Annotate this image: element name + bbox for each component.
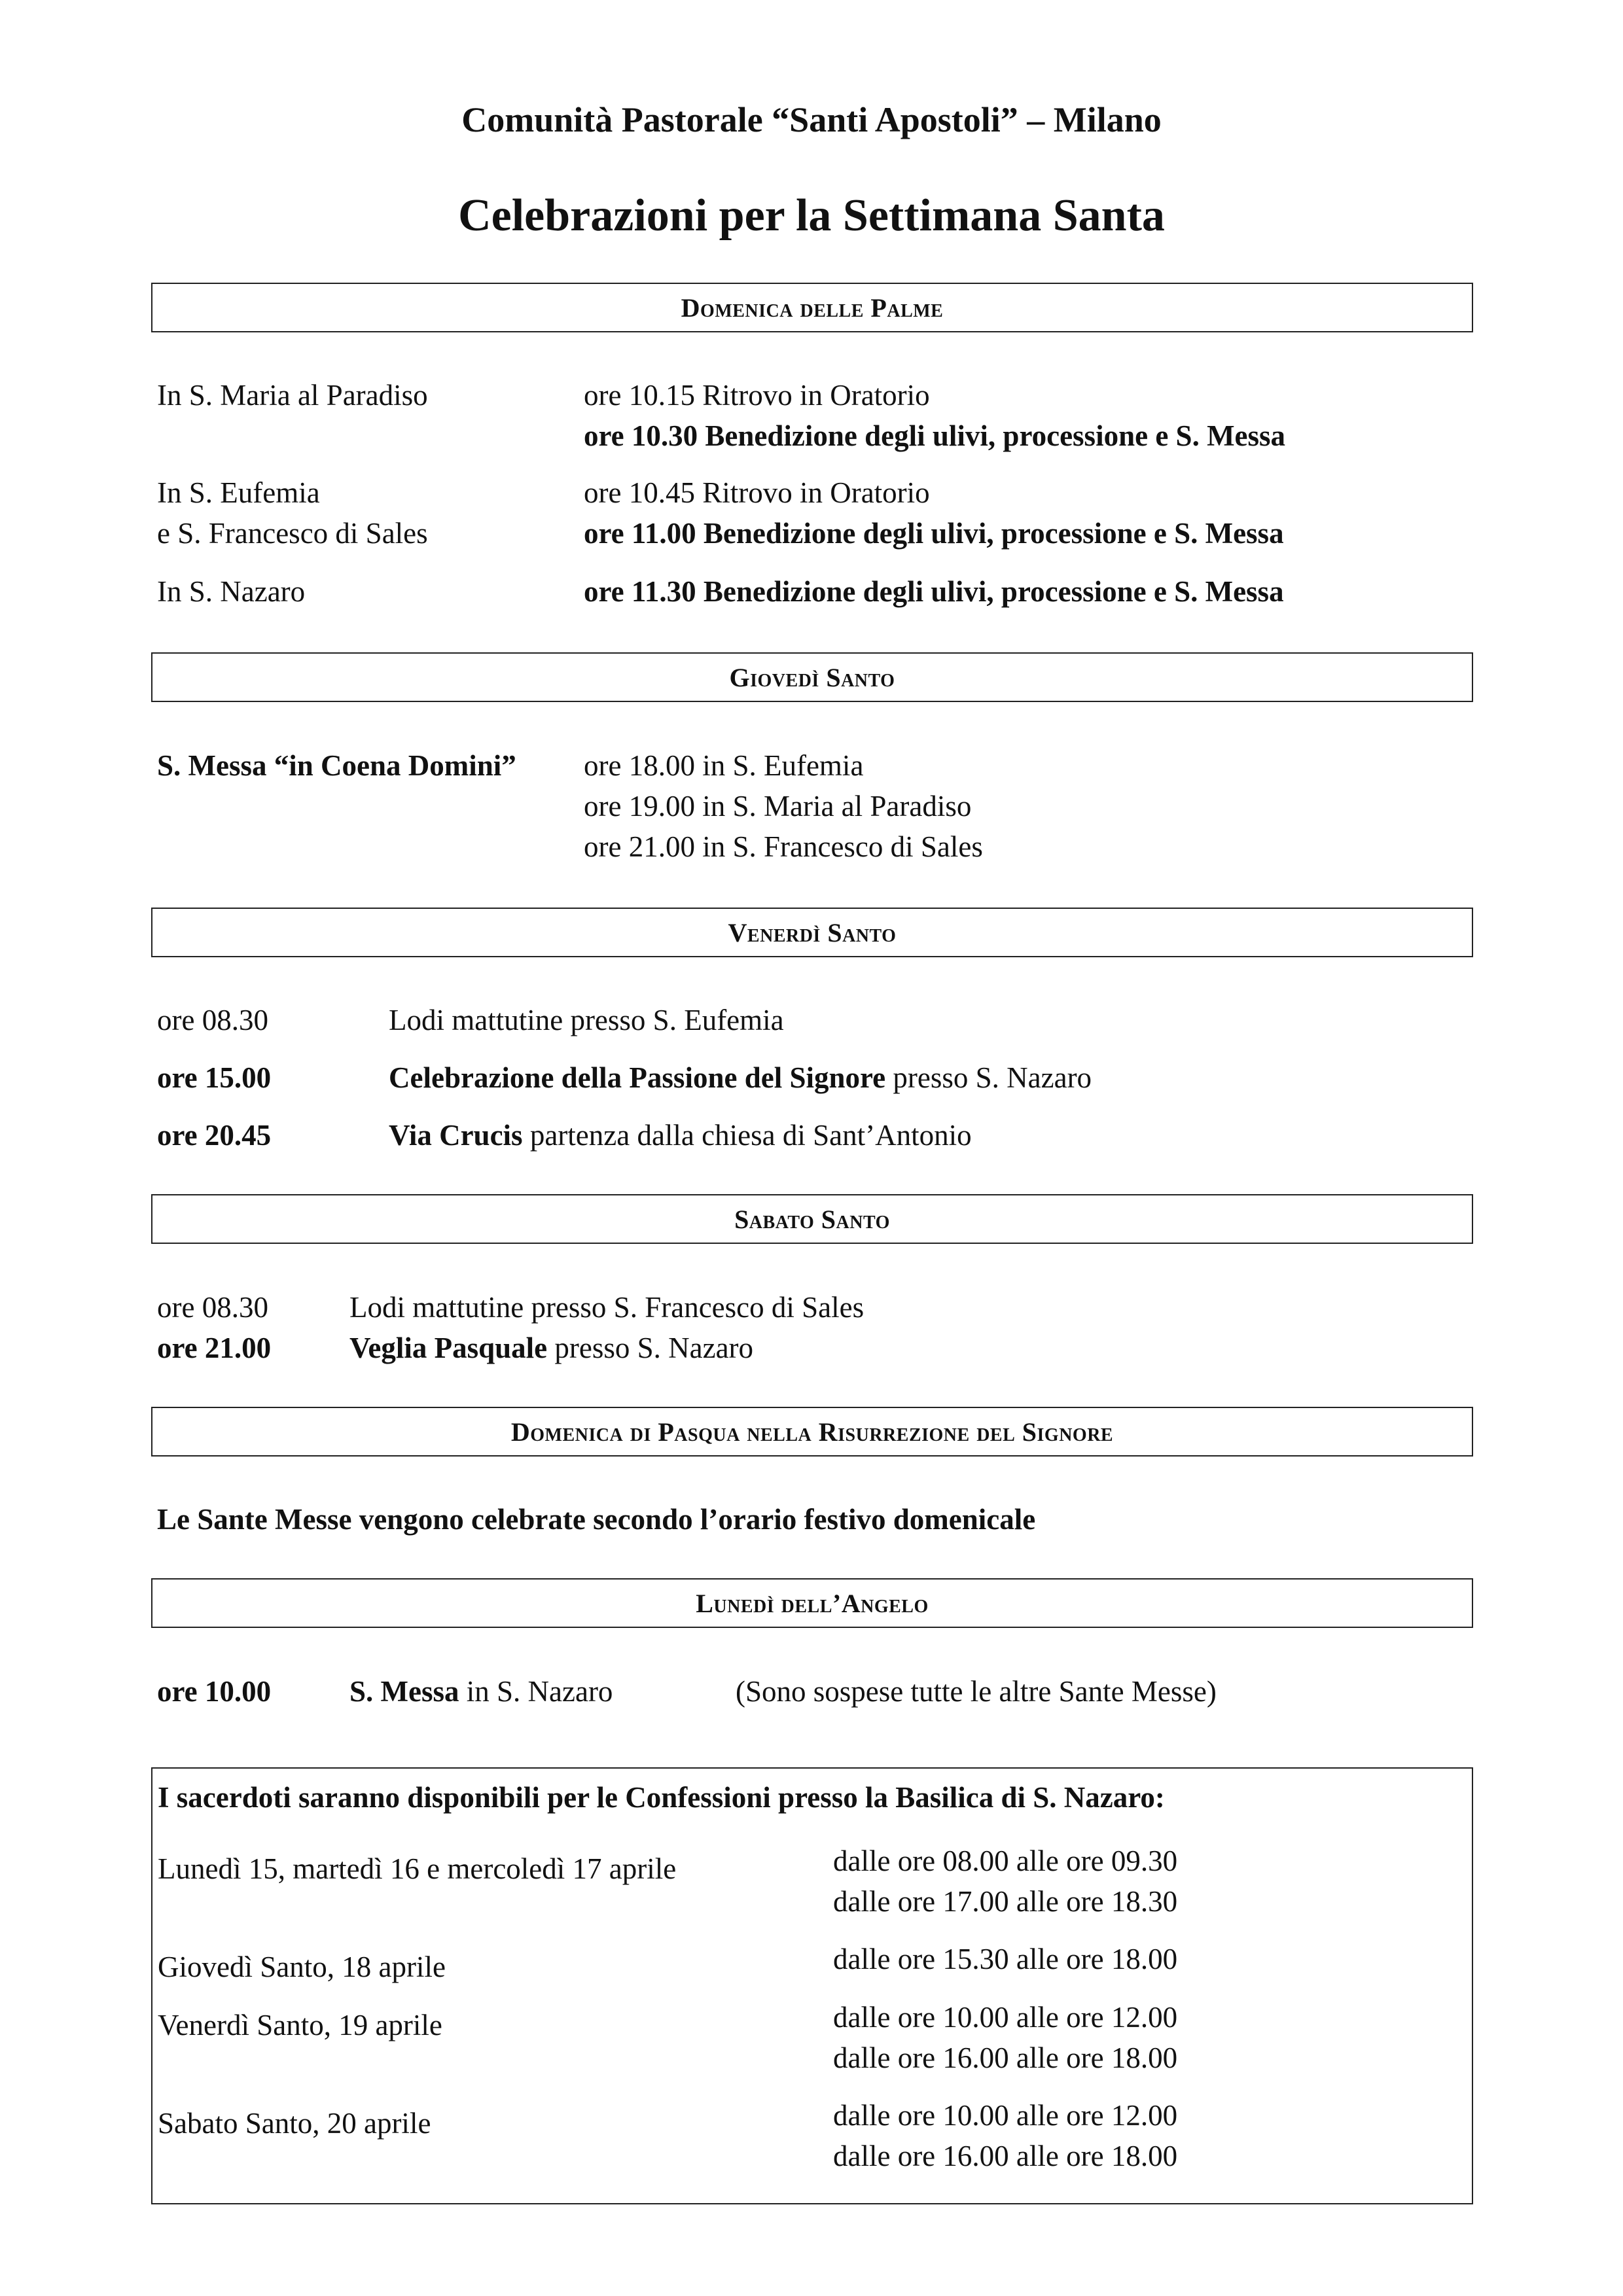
confessions-time-1b: dalle ore 17.00 alle ore 18.30 bbox=[833, 1885, 1178, 1918]
venerdi-time-3: ore 20.45 bbox=[157, 1119, 272, 1152]
page-title: Celebrazioni per la Settimana Santa bbox=[458, 190, 1165, 241]
confessions-time-1 bbox=[833, 1841, 1177, 1922]
pasqua-text: Le Sante Messe vengono celebrate secondo l’orario festivo domenicale bbox=[157, 1503, 1036, 1536]
confessions-time-3a: dalle ore 10.00 alle ore 12.00 bbox=[833, 2001, 1178, 2034]
confessions-time-2 bbox=[833, 1939, 1177, 1979]
venerdi-time-1: ore 08.30 bbox=[157, 1004, 268, 1036]
confessions-label-3: Venerdì Santo, 19 aprile bbox=[158, 2009, 442, 2041]
venerdi-desc-1: Lodi mattutine presso S. Eufemia bbox=[389, 1004, 784, 1036]
confessions-time-3b: dalle ore 16.00 alle ore 18.00 bbox=[833, 2041, 1178, 2074]
confessions-time-3 bbox=[833, 1997, 1177, 2078]
angelo-desc: S. Messa in S. Nazaro bbox=[349, 1675, 613, 1708]
sabato-time-2: ore 21.00 bbox=[157, 1332, 272, 1364]
palme-place-1: In S. Maria al Paradiso bbox=[157, 379, 428, 412]
venerdi-time-2: ore 15.00 bbox=[157, 1061, 272, 1094]
sabato-time-1: ore 08.30 bbox=[157, 1291, 268, 1324]
confessions-title: I sacerdoti saranno disponibili per le Confessioni presso la Basilica di S. Nazaro: bbox=[158, 1781, 1165, 1814]
confessions-label-4: Sabato Santo, 20 aprile bbox=[158, 2107, 431, 2140]
sabato-desc-2: Veglia Pasquale presso S. Nazaro bbox=[349, 1332, 754, 1364]
palme-time-1b: ore 10.30 Benedizione degli ulivi, processione e S. Messa bbox=[584, 419, 1286, 452]
sabato-desc-1: Lodi mattutine presso S. Francesco di Sales bbox=[349, 1291, 865, 1324]
palme-place-2a: In S. Eufemia bbox=[157, 476, 320, 509]
giovedi-label: S. Messa “in Coena Domini” bbox=[157, 749, 516, 782]
section-heading-angelo: Lunedì dell’Angelo bbox=[151, 1578, 1473, 1628]
confessions-time-4a: dalle ore 10.00 alle ore 12.00 bbox=[833, 2099, 1178, 2132]
angelo-time: ore 10.00 bbox=[157, 1675, 272, 1708]
confessions-time-2a: dalle ore 15.30 alle ore 18.00 bbox=[833, 1943, 1178, 1975]
section-heading-giovedi: Giovedì Santo bbox=[151, 652, 1473, 702]
palme-time-1a: ore 10.15 Ritrovo in Oratorio bbox=[584, 379, 930, 412]
section-heading-palme: Domenica delle Palme bbox=[151, 283, 1473, 332]
section-heading-pasqua: Domenica di Pasqua nella Risurrezione del Signore bbox=[151, 1407, 1473, 1457]
angelo-note: (Sono sospese tutte le altre Sante Messe) bbox=[736, 1675, 1217, 1708]
giovedi-time-2: ore 19.00 in S. Maria al Paradiso bbox=[584, 790, 972, 822]
palme-place-3: In S. Nazaro bbox=[157, 575, 306, 608]
confessions-box bbox=[151, 1767, 1473, 2204]
palme-time-2a: ore 10.45 Ritrovo in Oratorio bbox=[584, 476, 930, 509]
palme-place-2b: e S. Francesco di Sales bbox=[157, 517, 428, 550]
confessions-time-4 bbox=[833, 2095, 1177, 2176]
palme-time-2b: ore 11.00 Benedizione degli ulivi, processione e S. Messa bbox=[584, 517, 1284, 550]
giovedi-time-3: ore 21.00 in S. Francesco di Sales bbox=[584, 830, 983, 863]
giovedi-time-1: ore 18.00 in S. Eufemia bbox=[584, 749, 864, 782]
confessions-time-4b: dalle ore 16.00 alle ore 18.00 bbox=[833, 2140, 1178, 2172]
venerdi-desc-3: Via Crucis partenza dalla chiesa di Sant’Antonio bbox=[389, 1119, 972, 1152]
palme-time-3: ore 11.30 Benedizione degli ulivi, processione e S. Messa bbox=[584, 575, 1284, 608]
confessions-label-2: Giovedì Santo, 18 aprile bbox=[158, 1951, 446, 1983]
confessions-label-1: Lunedì 15, martedì 16 e mercoledì 17 aprile bbox=[158, 1852, 677, 1885]
section-heading-venerdi: Venerdì Santo bbox=[151, 908, 1473, 957]
community-name: Comunità Pastorale “Santi Apostoli” – Milano bbox=[461, 100, 1162, 139]
section-heading-sabato: Sabato Santo bbox=[151, 1194, 1473, 1244]
confessions-time-1a: dalle ore 08.00 alle ore 09.30 bbox=[833, 1845, 1178, 1877]
venerdi-desc-2: Celebrazione della Passione del Signore presso S. Nazaro bbox=[389, 1061, 1092, 1094]
